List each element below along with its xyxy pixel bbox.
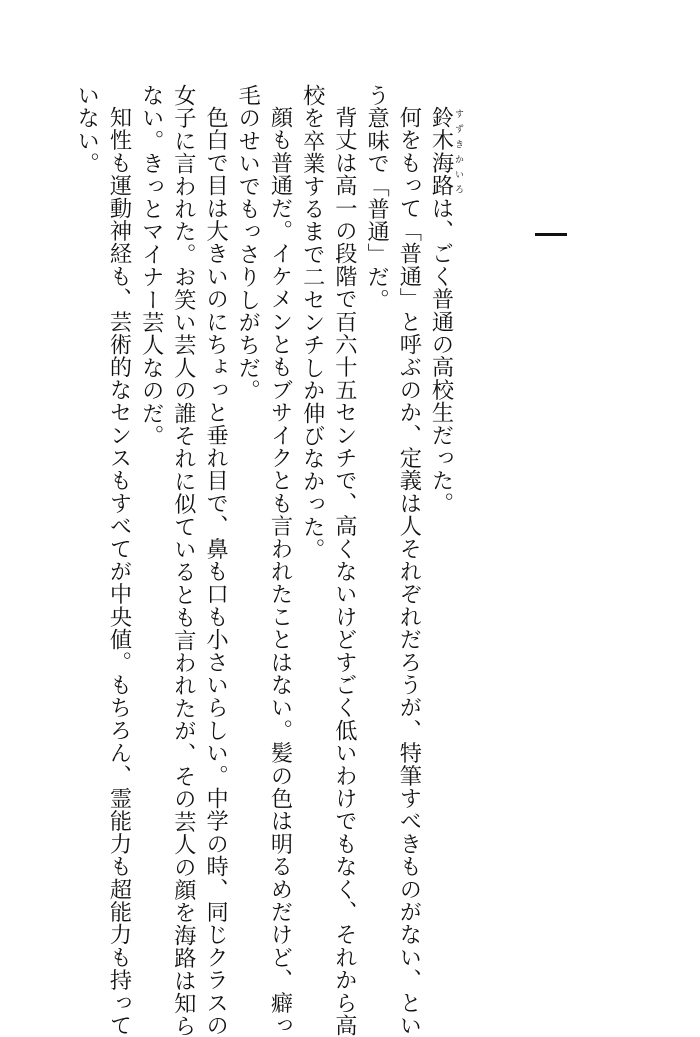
text-line: 顔も普通だ。イケメンともブサイクとも言われたことはない。髪の色は明るめだけど、癖っ bbox=[266, 106, 293, 1037]
line-text: は、ごく普通の高校生だった。 bbox=[428, 196, 454, 515]
chapter-number bbox=[535, 215, 536, 216]
ruby-base: 鈴木海路 bbox=[428, 106, 454, 197]
text-line: 知性も運動神経も、芸術的なセンスもすべてが中央値。もちろん、霊能力も超能力も持って bbox=[105, 106, 132, 1037]
text-line: ない。きっとマイナー芸人なのだ。 bbox=[138, 84, 165, 448]
text-line bbox=[425, 84, 463, 956]
chapter-number-glyph bbox=[535, 233, 567, 236]
text-line: 毛のせいでもっさりしがちだ。 bbox=[234, 84, 261, 402]
text-line: 校を卒業するまで二センチしか伸びなかった。 bbox=[299, 84, 326, 561]
text-line: う意味で「普通」だ。 bbox=[363, 84, 390, 311]
furigana: すずきかいろ bbox=[453, 106, 463, 197]
name-with-furigana bbox=[428, 106, 463, 197]
vertical-body-text bbox=[71, 84, 463, 1037]
text-line: 色白で目は大きいのにちょっと垂れ目で、鼻も口も小さいらしい。中学の時、同じクラスの bbox=[202, 106, 229, 1037]
text-line: 女子に言われた。お笑い芸人の誰それに似ているとも言われたが、その芸人の顔を海路は知ら bbox=[170, 84, 197, 1037]
text-line: 何をもって「普通」と呼ぶのか、定義は人それぞれだろうが、特筆すべきものがない、とい bbox=[395, 106, 422, 1037]
text-line: 背丈は高一の段階で百六十五センチで、高くないけどすごく低いわけでもなく、それから高 bbox=[331, 106, 358, 1037]
chapter-heading bbox=[535, 215, 575, 255]
text-line: いない。 bbox=[73, 84, 100, 175]
